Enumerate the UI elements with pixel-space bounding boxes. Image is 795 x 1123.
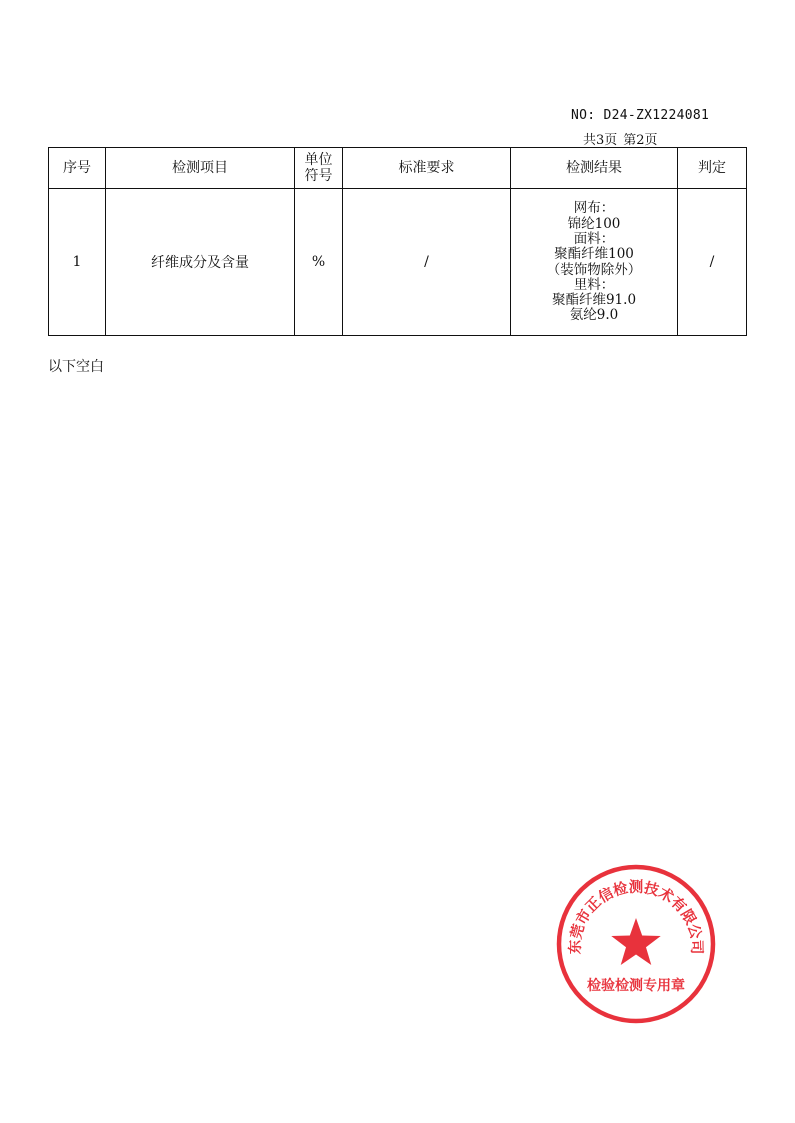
result-line: 氨纶9.0: [569, 307, 619, 324]
results-table: [48, 147, 747, 336]
seal-purpose-text: 检验检测专用章: [587, 978, 685, 994]
current-page: 第2页: [623, 133, 658, 148]
blank-below-note: 以下空白: [48, 359, 104, 375]
cell-judgement: /: [678, 189, 747, 336]
cell-item: 纤维成分及含量: [106, 189, 295, 336]
result-line: 聚酯纤维100: [554, 246, 634, 263]
table-row: [49, 189, 747, 336]
header-unit-line1: 单位: [304, 152, 333, 168]
table-header-row: [49, 148, 747, 189]
total-pages: 共3页: [583, 133, 618, 148]
result-line: 里料：: [573, 276, 615, 293]
seal-star-icon: [611, 918, 660, 965]
result-lines: [511, 200, 677, 323]
header-judgement: 判定: [678, 148, 747, 189]
cell-seq: 1: [49, 189, 106, 336]
seal-company-text: 东莞市正信检测技术有限公司: [567, 879, 705, 955]
cell-standard: /: [343, 189, 511, 336]
cell-result: [511, 189, 678, 336]
header-standard: 标准要求: [343, 148, 511, 189]
cell-unit: %: [295, 189, 343, 336]
report-number: NO: D24-ZX1224081: [571, 108, 710, 123]
result-line: 网布：: [573, 200, 615, 217]
header-unit: [295, 148, 343, 189]
header-item: 检测项目: [106, 148, 295, 189]
company-seal: [554, 862, 718, 1026]
header-unit-line2: 符号: [304, 168, 333, 184]
result-line: 面料：: [573, 230, 615, 247]
header-result: 检测结果: [511, 148, 678, 189]
result-line: 锦纶100: [567, 215, 621, 232]
page-info: [583, 129, 664, 148]
result-line: （装饰物除外）: [546, 261, 642, 278]
header-seq: 序号: [49, 148, 106, 189]
result-line: 聚酯纤维91.0: [551, 292, 637, 309]
